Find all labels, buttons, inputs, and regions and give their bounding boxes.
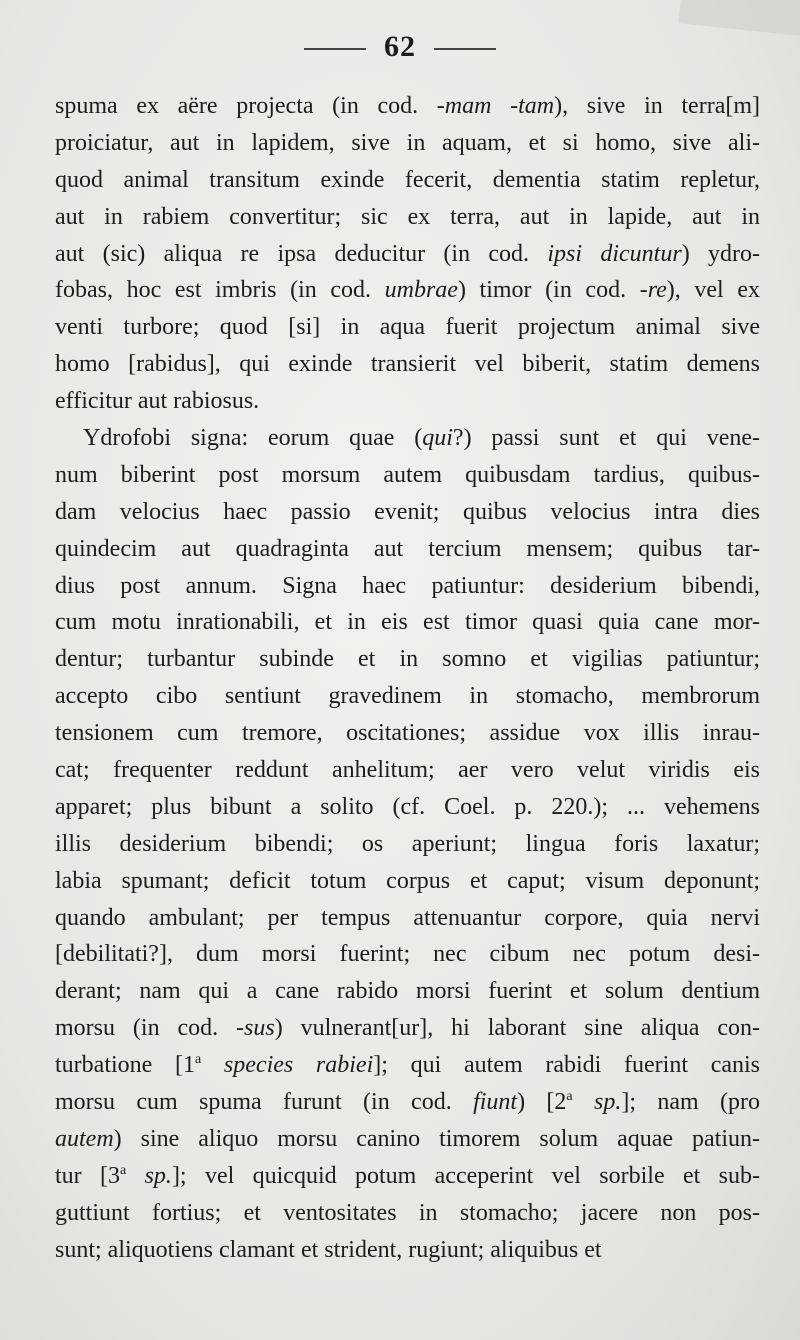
text-line: fobas, hoc est imbris (in cod. umbrae) timor (in cod. -re), vel ex	[55, 277, 760, 304]
text-line: Ydrofobi signa: eorum quae (qui?) passi sunt et qui vene-	[83, 425, 761, 452]
text-line: num biberint post morsum autem quibusdam tardius, quibus-	[55, 461, 760, 488]
text-line: [debilitati?], dum morsi fuerint; nec cibum nec potum desi-	[55, 941, 760, 968]
text-line: tur [3$^a$ sp.]; vel quicquid potum acceperint vel sorbile et sub-	[55, 1162, 760, 1189]
header-rule-left	[304, 48, 366, 50]
header-rule-right	[434, 48, 496, 50]
text-line: accepto cibo sentiunt gravedinem in stomacho, membrorum	[55, 683, 760, 710]
text-line: homo [rabidus], qui exinde transierit vel biberit, statim demens	[55, 351, 760, 378]
text-line: dam velocius haec passio evenit; quibus velocius intra dies	[55, 498, 760, 525]
text-line: quando ambulant; per tempus attenuantur corpore, quia nervi	[55, 904, 760, 931]
text-line: morsu (in cod. -sus) vulnerant[ur], hi laborant sine aliqua con-	[55, 1015, 760, 1042]
text-line: cat; frequenter reddunt anhelitum; aer vero velut viridis eis	[55, 757, 760, 784]
text-line: quod animal transitum exinde fecerit, dementia statim repletur,	[55, 166, 760, 193]
text-line: guttiunt fortius; et ventositates in stomacho; jacere non pos-	[55, 1199, 760, 1226]
text-line: labia spumant; deficit totum corpus et caput; visum deponunt;	[55, 867, 760, 894]
text-line: sunt; aliquotiens clamant et strident, rugiunt; aliquibus et	[55, 1236, 602, 1263]
text-line: tensionem cum tremore, oscitationes; assidue vox illis inrau-	[55, 720, 760, 747]
text-line: aut in rabiem convertitur; sic ex terra, aut in lapide, aut in	[55, 203, 760, 230]
text-line: efficitur aut rabiosus.	[55, 388, 260, 415]
text-line: aut (sic) aliqua re ipsa deducitur (in cod. ipsi dicuntur) ydro-	[55, 240, 760, 267]
text-line: derant; nam qui a cane rabido morsi fuerint et solum dentium	[55, 978, 760, 1005]
text-line: turbatione [1$^a$ species rabiei]; qui autem rabidi fuerint canis	[55, 1052, 761, 1079]
text-line: morsu cum spuma furunt (in cod. fiunt) [2$^a$ sp.]; nam (pro	[55, 1089, 761, 1116]
text-line: proiciatur, aut in lapidem, sive in aquam, et si homo, sive ali-	[55, 129, 760, 156]
text-line: illis desiderium bibendi; os aperiunt; lingua foris laxatur;	[55, 830, 760, 857]
text-line: dentur; turbantur subinde et in somno et vigilias patiuntur;	[55, 646, 760, 673]
text-line: dius post annum. Signa haec patiuntur: desiderium bibendi,	[55, 572, 760, 599]
text-line: apparet; plus bibunt a solito (cf. Coel. p. 220.); ... vehemens	[55, 793, 760, 820]
text-line: cum motu inrationabili, et in eis est timor quasi quia cane mor-	[55, 609, 760, 636]
page-header	[0, 30, 800, 64]
text-line: venti turbore; quod [si] in aqua fuerit projectum animal sive	[55, 314, 760, 341]
page-number: 62	[384, 30, 416, 63]
text-line: spuma ex aëre projecta (in cod. -mam -tam), sive in terra[m]	[55, 93, 761, 119]
text-line: autem) sine aliquo morsu canino timorem solum aquae patiun-	[55, 1125, 760, 1152]
text-line: quindecim aut quadraginta aut tercium mensem; quibus tar-	[55, 535, 760, 562]
body-text	[55, 88, 760, 1269]
